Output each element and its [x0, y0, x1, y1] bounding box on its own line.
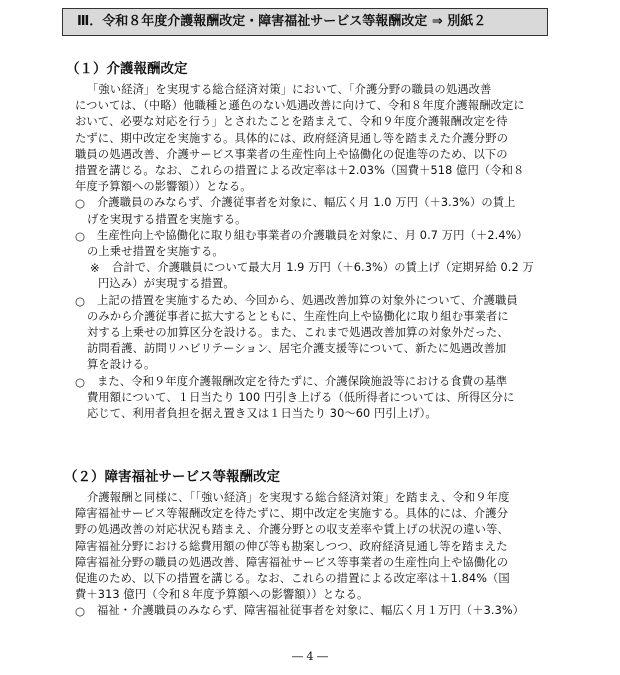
- section1-intro-line: 措置を講じる。なお、これらの措置による改定率は＋2.03%（国費＋518 億円（令和８: [75, 164, 525, 177]
- section1-item-line: 対する上乗せの加算区分を設ける。また、これまで処遇改善加算の対象外だった、: [87, 326, 509, 339]
- section1-intro-line: おいて、必要な対応を行う」とされたことを踏まえて、令和９年度介護報酬改定を待: [75, 115, 508, 129]
- section1-intro-line: 「強い経済」を実現する総合経済対策」において、「介護分野の職員の処遇改善: [87, 83, 492, 96]
- section1-item-line: 円込み）が実現する措置。: [98, 277, 235, 291]
- section1-intro-line: 年度予算額への影響額））となる。: [75, 180, 252, 194]
- page-number: ― 4 ―: [292, 650, 328, 663]
- section1-item-line: 合計で、介護職員について最大月 1.9 万円（＋6.3%）の賃上げ（定期昇給 0.2 万: [112, 261, 534, 275]
- section1-intro-line: 職員の処遇改善、介護サービス事業者の生産性向上や協働化の促進等のため、以下の: [75, 147, 508, 161]
- section2-intro-line: 費＋313 億円（令和８年度予算額への影響額））となる。: [75, 588, 369, 602]
- section1-item-line: 介護職員のみならず、介護従事者を対象に、幅広く月 1.0 万円（＋3.3%）の賃上: [97, 196, 516, 210]
- section1-intro-line: たずに、期中改定を実施する。具体的には、政府経済見通し等を踏まえた介護分野の: [75, 131, 509, 145]
- section1-heading: （１）介護報酬改定: [66, 61, 188, 77]
- section2-item-marker: ○: [75, 604, 86, 619]
- section2-intro-line: 促進のため、以下の措置を講じる。なお、これらの措置による改定率は＋1.84%（国: [75, 572, 510, 585]
- section1-item-line: のみから介護従事者に拡大するとともに、生産性向上や協働化に取り組む事業者に: [87, 309, 509, 323]
- section2-heading: （２）障害福祉サービス等報酬改定: [64, 469, 280, 485]
- section1-item-marker: ○: [75, 228, 86, 243]
- section1-item-line: の上乗せ措置を実施する。: [87, 245, 224, 258]
- section1-item-marker: ※: [90, 261, 100, 276]
- section1-item-marker: ○: [75, 374, 86, 389]
- section2-intro-line: 障害福祉分野における総費用額の伸び等も勘案しつつ、政府経済見通し等を踏まえた: [75, 539, 508, 553]
- section2-item-line: 福祉・介護職員のみならず、障害福祉従事者を対象に、幅広く月１万円（＋3.3%）: [97, 604, 525, 618]
- section1-item-line: げを実現する措置を実施する。: [87, 212, 247, 226]
- section1-item-line: また、令和９年度介護報酬改定を待たずに、介護保険施設等における食費の基準: [97, 374, 508, 388]
- section1-item-line: 上記の措置を実施するため、今回から、処遇改善加算の対象外について、介護職員: [97, 293, 518, 307]
- section1-item-line: 訪問看護、訪問リハビリテーション、居宅介護支援等について、新たに処遇改善加: [87, 342, 507, 356]
- section1-intro-line: については、（中略）他職種と遜色のない処遇改善に向けて、令和８年度介護報酬改定に: [75, 99, 525, 113]
- section1-item-line: 生産性向上や協働化に取り組む事業者の介護職員を対象に、月 0.7 万円（＋2.4%）: [97, 228, 528, 242]
- section2-intro-line: 介護報酬と同様に、「「強い経済」を実現する総合経済対策」を踏まえ、令和９年度: [87, 491, 510, 504]
- chapter-header: Ⅲ．令和８年度介護報酬改定・障害福祉サービス等報酬改定 ⇒ 別紙２: [62, 8, 548, 36]
- section2-intro-line: 野の処遇改善の対応状況も踏まえ、介護分野との収支差率や賃上げの状況の違い等、: [75, 523, 509, 537]
- section1-item-line: 応じて、利用者負担を据え置き又は１日当たり 30～60 円引上げ）。: [87, 407, 437, 420]
- section2-intro-line: 障害福祉サービス等報酬改定を待たずに、期中改定を実施する。具体的には、介護分: [75, 507, 509, 521]
- section1-item-marker: ○: [75, 293, 86, 308]
- section2-intro-line: 障害福祉分野の職員の処遇改善、障害福祉サービス等事業者の生産性向上や協働化の: [75, 555, 509, 569]
- section1-item-line: 費用額について、１日当たり 100 円引き上げる（低所得者については、所得区分に: [87, 390, 515, 404]
- section1-item-line: 算を設ける。: [87, 358, 156, 372]
- section1-item-marker: ○: [75, 196, 86, 211]
